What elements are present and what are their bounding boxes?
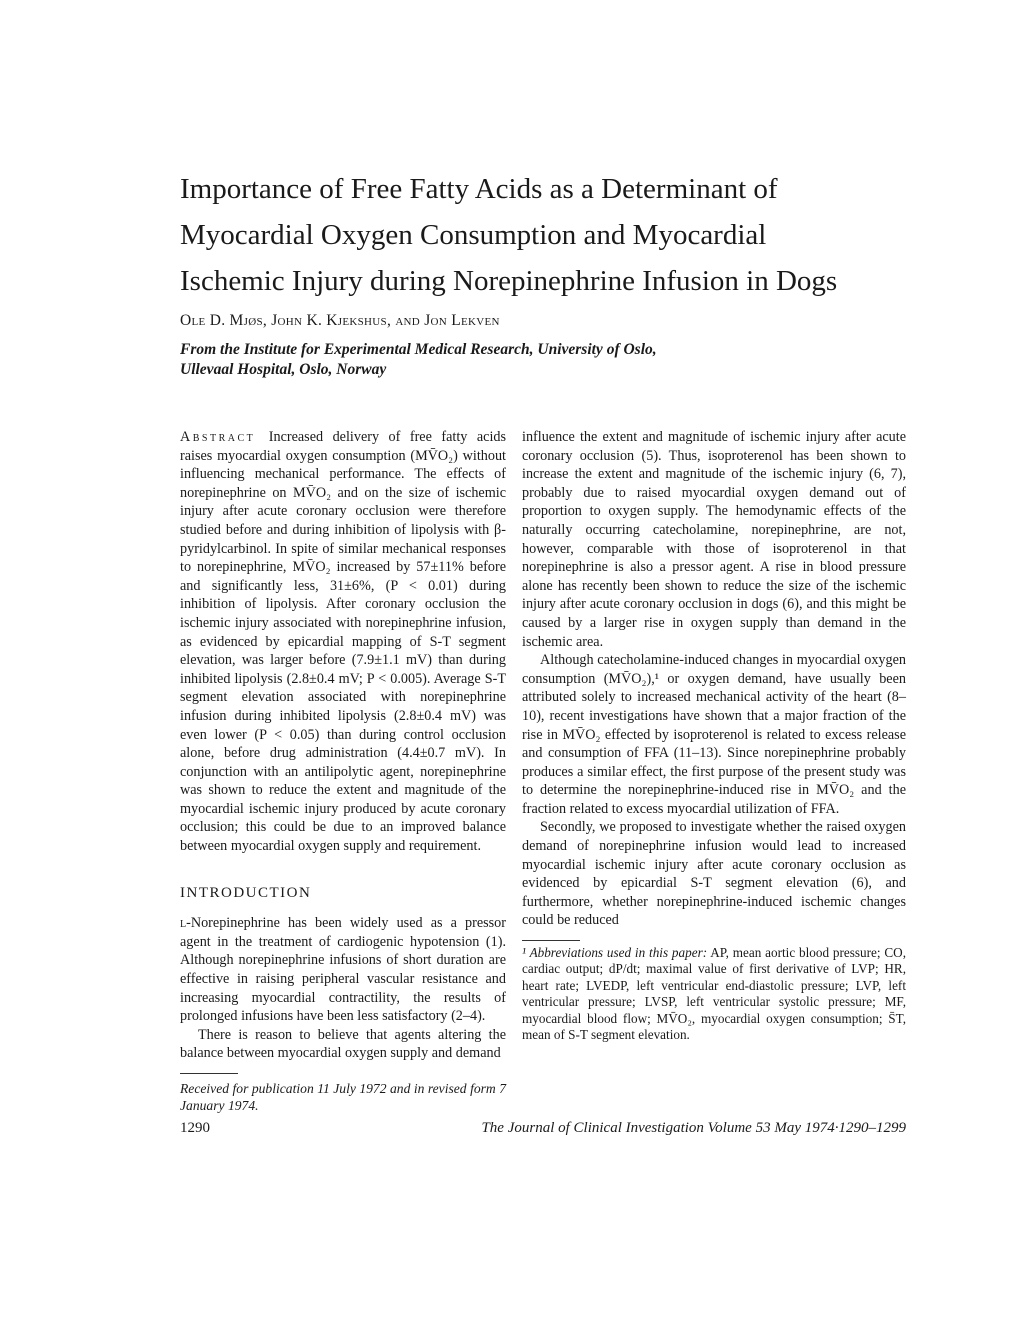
affiliation bbox=[180, 340, 657, 380]
title-line: Importance of Free Fatty Acids as a Determinant of bbox=[180, 173, 778, 205]
title-line: Ischemic Injury during Norepinephrine Infusion in Dogs bbox=[180, 265, 838, 297]
body-paragraph: Although catecholamine-induced changes in myocardial oxygen consumption (MV̄O₂),¹ or oxygen demand, have usually been attributed solely to increased mechanical activity of the heart (8–10), recent investigations have shown that a major fraction of the rise in MV̄O₂ effected by isoproterenol is related to excess release and consumption of FFA (11–13). Since norepinephrine probably produces a similar effect, the first purpose of the present study was to determine the norepinephrine-induced rise in MV̄O₂ and the fraction related to excess myocardial utilization of FFA. bbox=[522, 652, 906, 817]
author-list bbox=[180, 312, 500, 330]
affiliation-line: From the Institute for Experimental Medical Research, University of Oslo, bbox=[180, 341, 657, 358]
intro-paragraph-2: There is reason to believe that agents altering the balance between myocardial oxygen supply and demand bbox=[180, 1026, 506, 1062]
journal-citation: The Journal of Clinical Investigation Volume 53 May 1974·1290–1299 bbox=[481, 1120, 906, 1136]
title-line: Myocardial Oxygen Consumption and Myocardial bbox=[180, 219, 767, 251]
left-column bbox=[180, 428, 506, 1114]
abstract-label: Abstract bbox=[180, 429, 256, 445]
affiliation-line: Ullevaal Hospital, Oslo, Norway bbox=[180, 361, 387, 378]
footnote-divider bbox=[522, 940, 580, 941]
right-column bbox=[522, 428, 906, 1043]
body-paragraph: influence the extent and magnitude of ischemic injury after acute coronary occlusion (5). Thus, isoproterenol has been shown to increase the extent and magnitude of the ischemic injury (6, 7), probably due to raised myocardial oxygen demand out of proportion to oxygen supply. The hemodynamic effects of the naturally occurring catecholamine, norepinephrine, are not, however, comparable with those of isoproterenol in that norepinephrine is also a pressor agent. A rise in blood pressure alone has recently been shown to reduce the size of the ischemic injury after acute coronary occlusion in dogs (6), and this might be caused by a larger rise in oxygen supply than demand in the ischemic area. bbox=[522, 429, 906, 650]
received-divider bbox=[180, 1073, 238, 1074]
intro-paragraph bbox=[180, 914, 506, 1026]
page-number: 1290 bbox=[180, 1120, 210, 1136]
intro-smallcaps-prefix: l bbox=[180, 915, 187, 932]
footnote-label: ¹ Abbreviations used in this paper: bbox=[522, 945, 708, 961]
article-title bbox=[180, 166, 900, 304]
received-note: Received for publication 11 July 1972 and in revised form 7 January 1974. bbox=[180, 1081, 506, 1113]
introduction-heading: INTRODUCTION bbox=[180, 884, 312, 901]
body-paragraph: Secondly, we proposed to investigate whether the raised oxygen demand of norepinephrine infusion would lead to increased myocardial ischemic injury after acute coronary occlusion as evidenced by epicardial S-T segment elevation (6), and furthermore, whether norepinephrine-induced ischemic changes could be reduced bbox=[522, 819, 906, 929]
footnote bbox=[522, 945, 906, 1043]
intro-paragraph-text: -Norepinephrine has been widely used as a pressor agent in the treatment of cardiogenic hypotension (1). Although norepinephrine infusions of short duration are effective in raising peripheral vascular resistance and increasing myocardial contractility, the results of prolonged infusions have been less satisfactory (2–4). bbox=[180, 915, 506, 1025]
footnote-text: AP, mean aortic blood pressure; CO, cardiac output; dP/dt; maximal value of first derivative of LVP; HR, heart rate; LVEDP, left ventricular end-diastolic pressure; LVP, left ventricular pressure; LVSP, left ventricular systolic pressure; MF, myocardial blood flow; MV̄O₂, myocardial oxygen consumption; S̄T, mean of S-T segment elevation. bbox=[522, 945, 907, 1043]
abstract-text: Increased delivery of free fatty acids raises myocardial oxygen consumption (MV̄O₂) without influencing mechanical performance. The effects of norepinephrine on MV̄O₂ and on the size of ischemic injury after acute coronary occlusion were therefore studied before and during inhibition of lipolysis with β-pyridylcarbinol. In spite of similar mechanical responses to norepinephrine, MV̄O₂ increased by 57±11% before and significantly less, 31±6%, (P < 0.01) during inhibition of lipolysis. After coronary occlusion the ischemic injury associated with norepinephrine infusion, as evidenced by epicardial mapping of S-T segment elevation, was larger before (7.9±1.1 mV) than during inhibited lipolysis (2.8±0.4 mV; P < 0.005). Average S-T segment elevation associated with norepinephrine infusion during inhibited lipolysis (2.8±0.4 mV) was even lower (P < 0.05) than during control occlusion alone, before drug administration (4.4±0.7 mV). In conjunction with an antilipolytic agent, norepinephrine was shown to reduce the extent and magnitude of the myocardial ischemic injury produced by acute coronary occlusion; this could be due to an improved balance between myocardial oxygen supply and requirement. bbox=[180, 429, 506, 855]
abstract bbox=[180, 428, 506, 856]
authors-text: Ole D. Mjøs, John K. Kjekshus, and Jon Lekven bbox=[180, 312, 500, 329]
